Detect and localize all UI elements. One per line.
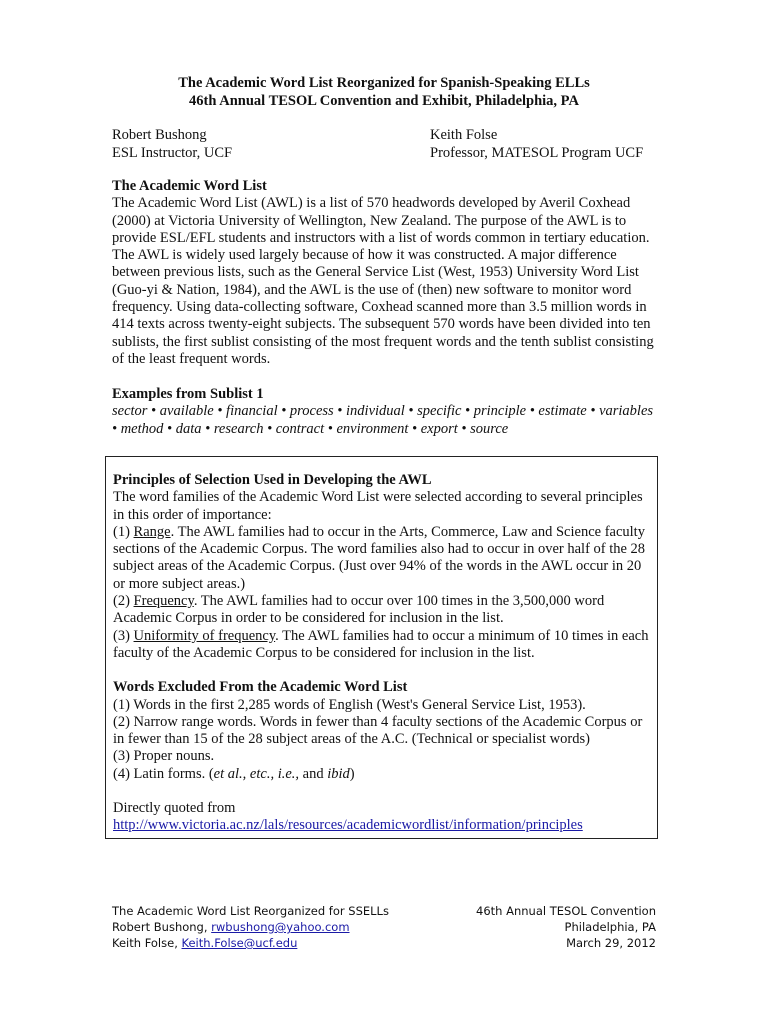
excluded-item-latin — [113, 766, 650, 783]
excluded-item: (2) Narrow range words. Words in fewer than 4 faculty sections of the Academic Corpus or in fewer than 15 of the 28 subject areas of the A.C. (Technical or specialist words) — [113, 713, 643, 748]
item-text: . The AWL families had to occur in the Arts, Commerce, Law and Science faculty sections of the Academic Corpus. The word families also had to occur in over half of the 28 subject areas of the Academic Corpus. (Just over 94% of the words in the AWL occur in 20 or more subject areas.) — [113, 523, 646, 592]
footer-doc-title: The Academic Word List Reorganized for SSELLs — [112, 904, 389, 918]
footer-right — [476, 903, 656, 951]
excluded-item: (3) Proper nouns. — [113, 748, 215, 765]
spacer — [113, 783, 650, 800]
source-link[interactable]: http://www.victoria.ac.nz/lals/resources/academicwordlist/information/principles — [113, 817, 583, 834]
examples-section — [112, 386, 658, 438]
footer-date: March 29, 2012 — [566, 936, 656, 950]
author-role: Professor, MATESOL Program UCF — [430, 145, 644, 161]
footer-author-bushong — [112, 919, 389, 935]
awl-paragraph: The Academic Word List (AWL) is a list of 570 headwords developed by Averil Coxhead (2000) at Victoria University of Wellington, New Zealand. The purpose of the AWL is to provide ESL/EFL students and instructors with a list of words common in tertiary education. The AWL is widely used largely because of how it was constructed. A major difference between previous lists, such as the General Service List (West, 1953) University Word List (Guo-yi & Nation, 1984), and the AWL is the use of (then) new software to monitor word frequency. Using data-collecting software, Coxhead scanned more than 3.5 million words in 414 texts across twenty-eight subjects. The subsequent 570 words have been divided into ten sublists, the first sublist consisting of the most frequent words and the tenth sublist consisting of the least frequent words. — [112, 195, 654, 367]
principles-heading: Principles of Selection Used in Developing the AWL — [113, 472, 432, 488]
latin-prefix: (4) Latin forms. ( — [113, 765, 214, 782]
document-title: The Academic Word List Reorganized for Spanish-Speaking ELLs — [178, 75, 590, 91]
principle-item-range — [113, 524, 650, 593]
excluded-item: (1) Words in the first 2,285 words of English (West's General Service List, 1953). — [113, 696, 586, 713]
author-name: Keith Folse — [430, 127, 498, 143]
author-role: ESL Instructor, UCF — [112, 145, 233, 161]
excluded-heading: Words Excluded From the Academic Word List — [113, 679, 408, 696]
footer-left — [112, 903, 389, 951]
latin-and: and — [299, 765, 328, 782]
item-text: . The AWL families had to occur over 100 times in the 3,500,000 word Academic Corpus in order to be considered for inclusion in the list. — [113, 593, 605, 627]
latin-last: ibid — [327, 765, 350, 782]
examples-heading: Examples from Sublist 1 — [112, 386, 264, 402]
footer-author-name: Robert Bushong, — [112, 920, 212, 934]
footer-convention: 46th Annual TESOL Convention — [476, 904, 656, 918]
examples-word-list: sector • available • financial • process • individual • specific • principle • estimate • variables • method • data • research • contract • environment • export • source — [112, 403, 654, 437]
item-text: . The AWL families had to occur a minimum of 10 times in each faculty of the Academic Corpus to be considered for inclusion in the list. — [113, 627, 649, 661]
footer-author-folse — [112, 935, 389, 951]
principle-item-frequency — [113, 593, 650, 628]
author-bushong — [112, 126, 232, 162]
principles-box — [105, 456, 658, 839]
latin-suffix: ) — [349, 765, 355, 782]
source-label: Directly quoted from — [113, 800, 236, 817]
folse-email-link[interactable]: Keith.Folse@ucf.edu — [181, 936, 298, 950]
item-number: (3) — [113, 627, 134, 644]
spacer — [113, 662, 650, 679]
awl-section — [112, 178, 658, 368]
document-header — [0, 74, 768, 110]
author-folse — [430, 126, 643, 162]
item-number: (1) — [113, 523, 134, 540]
item-number: (2) — [113, 593, 134, 610]
awl-heading: The Academic Word List — [112, 178, 267, 194]
footer-location: Philadelphia, PA — [564, 920, 656, 934]
author-name: Robert Bushong — [112, 127, 207, 143]
principles-intro: The word families of the Academic Word List were selected according to several principles in this order of importance: — [113, 489, 643, 523]
item-term: Range — [133, 523, 171, 540]
latin-terms: et al., etc., i.e., — [213, 765, 300, 782]
footer-author-name: Keith Folse, — [112, 936, 182, 950]
document-subtitle: 46th Annual TESOL Convention and Exhibit, Philadelphia, PA — [189, 93, 579, 109]
item-term: Uniformity of frequency — [133, 627, 276, 644]
bushong-email-link[interactable]: rwbushong@yahoo.com — [211, 920, 350, 934]
principle-item-uniformity — [113, 628, 650, 663]
item-term: Frequency — [133, 593, 194, 610]
